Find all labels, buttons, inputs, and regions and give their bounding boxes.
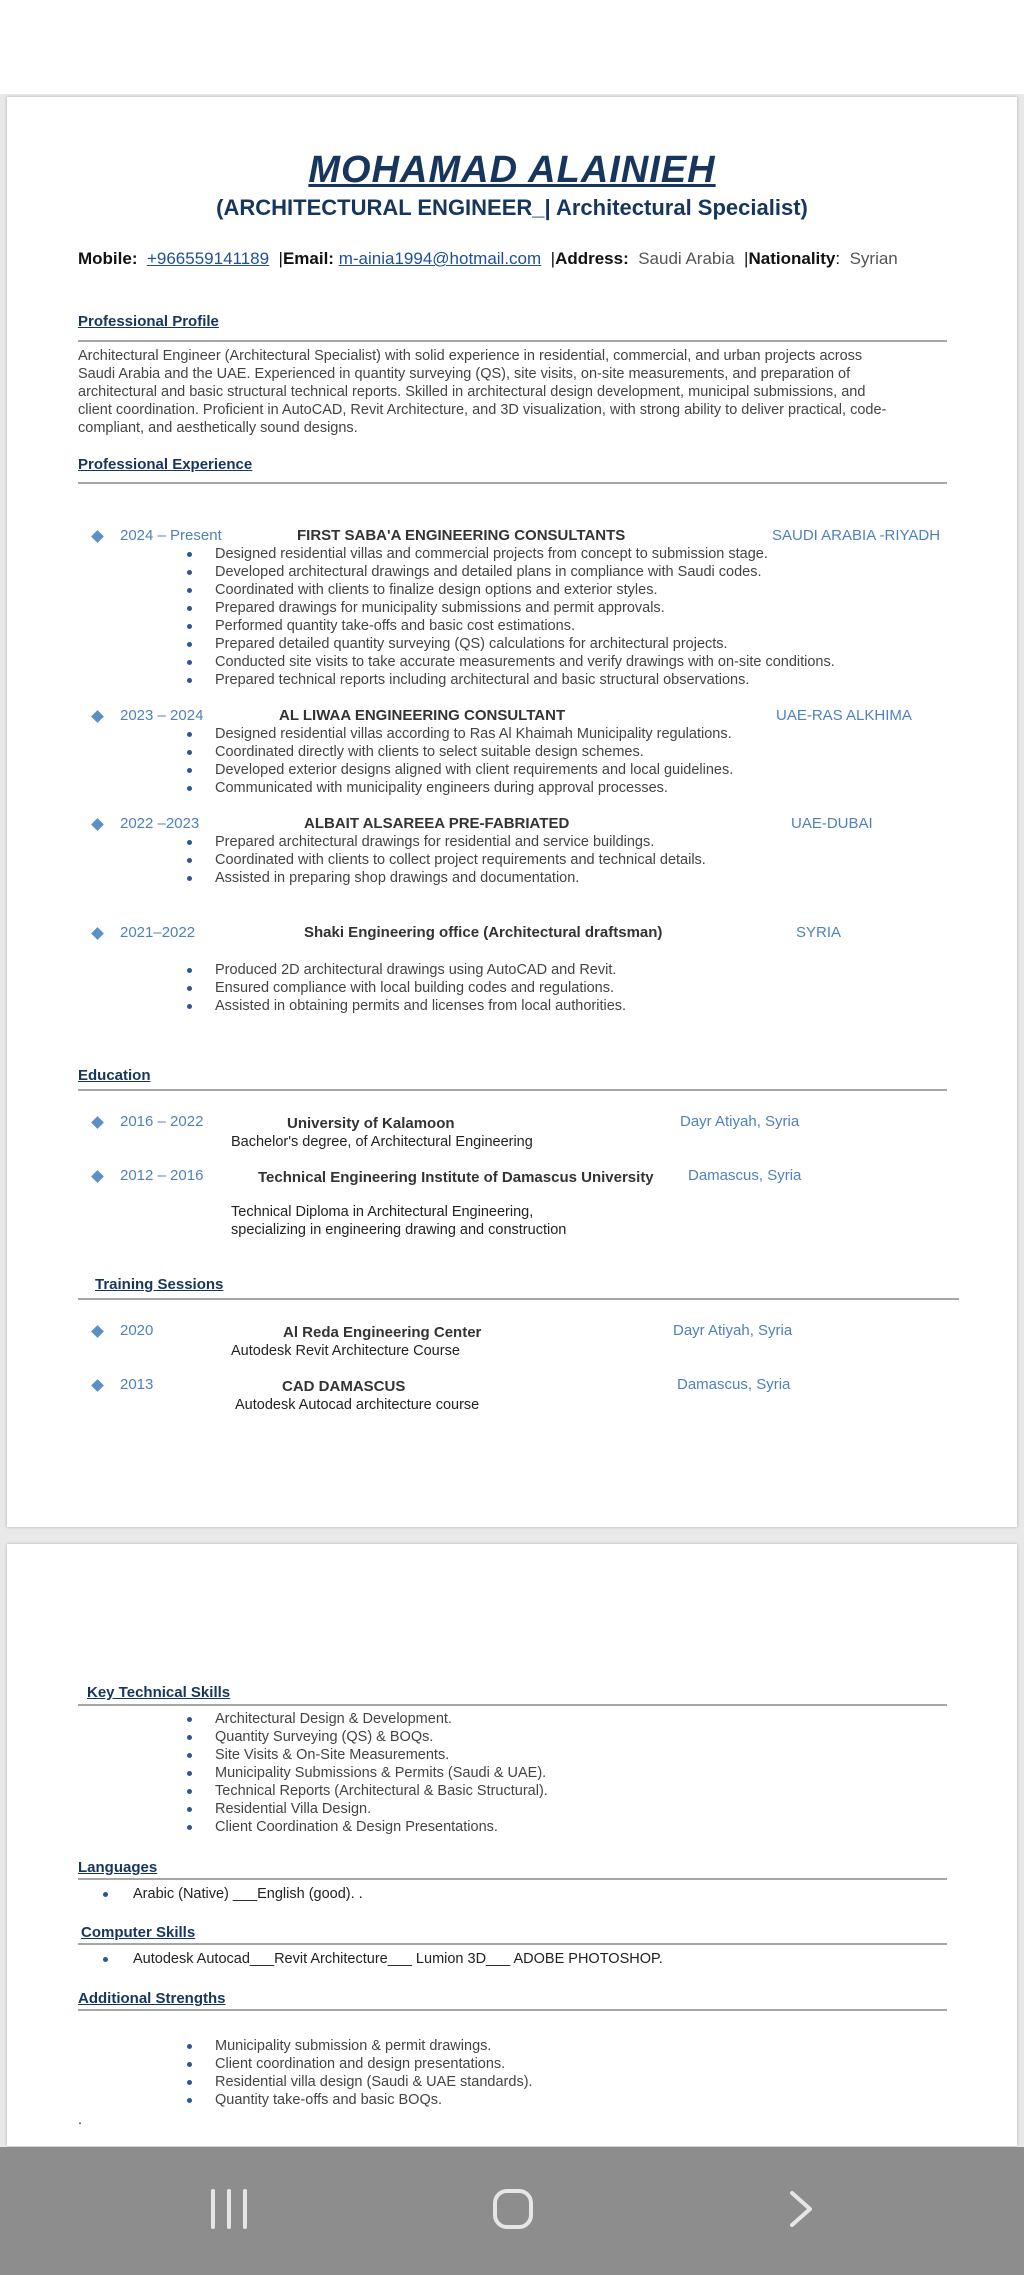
address-value: Saudi Arabia [638, 249, 735, 268]
resume-page-2 [7, 1544, 1017, 2146]
home-icon[interactable] [493, 2189, 533, 2229]
list-item: Quantity take-offs and basic BOQs. [187, 2091, 533, 2109]
job-location: SAUDI ARABIA -RIYADH [772, 527, 941, 544]
list-item: Developed architectural drawings and detailed plans in compliance with Saudi codes. [187, 563, 835, 581]
education-divider [78, 1089, 947, 1091]
back-chevron-icon[interactable] [780, 2189, 820, 2229]
education-location: Dayr Atiyah, Syria [680, 1113, 800, 1130]
list-item: Prepared drawings for municipality submissions and permit approvals. [187, 599, 835, 617]
email-link[interactable]: m-ainia1994@hotmail.com [338, 249, 542, 268]
job-date: 2022 –2023 [120, 815, 200, 832]
languages-list [103, 1885, 363, 1903]
strengths-divider [78, 2009, 947, 2011]
diamond-bullet-icon [91, 710, 104, 723]
training-center: CAD DAMASCUS [282, 1378, 406, 1395]
list-item: Assisted in obtaining permits and licenses from local authorities. [187, 997, 626, 1015]
email-label: Email: [282, 249, 334, 268]
training-location: Damascus, Syria [677, 1376, 791, 1393]
education-degree: Technical Diploma in Architectural Engineering, [231, 1204, 534, 1220]
job-company: AL LIWAA ENGINEERING CONSULTANT [279, 707, 566, 724]
list-item: Conducted site visits to take accurate measurements and verify drawings with on-site conditions. [187, 653, 835, 671]
top-whitespace [0, 0, 1024, 94]
profile-line: architectural and basic structural technical reports. Skilled in architectural design development, municipal submissions, and [78, 384, 866, 400]
list-item: Designed residential villas and commercial projects from concept to submission stage. [187, 545, 835, 563]
job-location: UAE-RAS ALKHIMA [776, 707, 912, 724]
education-location: Damascus, Syria [688, 1167, 802, 1184]
system-navigation-bar [0, 2147, 1024, 2275]
languages-divider [78, 1878, 947, 1880]
nationality-label: Nationality [748, 249, 836, 268]
education-institution: Technical Engineering Institute of Damascus University [258, 1169, 654, 1186]
profile-line: compliant, and aesthetically sound designs. [78, 420, 358, 436]
diamond-bullet-icon [91, 818, 104, 831]
computer-skills-list [103, 1950, 663, 1968]
job-company: FIRST SABA'A ENGINEERING CONSULTANTS [297, 527, 626, 544]
job-location: UAE-DUBAI [791, 815, 873, 832]
training-divider [78, 1298, 959, 1300]
job-date: 2021–2022 [120, 924, 196, 941]
list-item: Quantity Surveying (QS) & BOQs. [187, 1728, 548, 1746]
job-duties-list [187, 961, 626, 1015]
training-course: Autodesk Autocad architecture course [235, 1397, 480, 1413]
education-degree: Bachelor's degree, of Architectural Engineering [231, 1134, 533, 1150]
list-item: Communicated with municipality engineers during approval processes. [187, 779, 733, 797]
list-item: Technical Reports (Architectural & Basic Structural). [187, 1782, 548, 1800]
job-date: 2023 – 2024 [120, 707, 204, 724]
profile-divider [78, 340, 947, 342]
list-item: Architectural Design & Development. [187, 1710, 548, 1728]
address-label: Address: [555, 249, 629, 268]
list-item: Prepared architectural drawings for residential and service buildings. [187, 833, 706, 851]
languages-heading: Languages [78, 1859, 158, 1876]
list-item: Site Visits & On-Site Measurements. [187, 1746, 548, 1764]
profile-line: Architectural Engineer (Architectural Specialist) with solid experience in residential, commercial, and urban projects across [78, 348, 863, 364]
skills-divider [78, 1704, 947, 1706]
job-company: ALBAIT ALSAREEA PRE-FABRIATED [304, 815, 570, 832]
diamond-bullet-icon [91, 927, 104, 940]
trailing-mark: . [78, 2112, 83, 2128]
list-item: Client coordination and design presentations. [187, 2055, 533, 2073]
list-item: Prepared detailed quantity surveying (QS) calculations for architectural projects. [187, 635, 835, 653]
profile-paragraph [78, 347, 948, 437]
computer-skills-heading: Computer Skills [81, 1924, 196, 1941]
diamond-bullet-icon [91, 1379, 104, 1392]
profile-heading: Professional Profile [78, 313, 219, 330]
training-location: Dayr Atiyah, Syria [673, 1322, 793, 1339]
diamond-bullet-icon [91, 1325, 104, 1338]
applicant-name: MOHAMAD ALAINIEH [308, 149, 716, 191]
list-item: Autodesk Autocad___Revit Architecture___ Lumion 3D___ ADOBE PHOTOSHOP. [103, 1950, 663, 1968]
skills-list [187, 1710, 548, 1836]
list-item: Municipality Submissions & Permits (Saudi & UAE). [187, 1764, 548, 1782]
list-item: Designed residential villas according to Ras Al Khaimah Municipality regulations. [187, 725, 733, 743]
job-company: Shaki Engineering office (Architectural draftsman) [304, 924, 663, 941]
list-item: Coordinated directly with clients to select suitable design schemes. [187, 743, 733, 761]
resume-page-1 [7, 97, 1017, 1527]
list-item: Prepared technical reports including architectural and basic structural observations. [187, 671, 835, 689]
job-duties-list [187, 545, 835, 689]
job-title: (ARCHITECTURAL ENGINEER_| Architectural Specialist) [216, 195, 808, 220]
mobile-link[interactable]: +966559141189 [146, 249, 270, 268]
list-item: Residential Villa Design. [187, 1800, 548, 1818]
recent-apps-icon[interactable] [209, 2189, 249, 2229]
training-date: 2013 [120, 1376, 154, 1393]
list-item: Residential villa design (Saudi & UAE standards). [187, 2073, 533, 2091]
list-item: Assisted in preparing shop drawings and documentation. [187, 869, 706, 887]
job-duties-list [187, 833, 706, 887]
training-course: Autodesk Revit Architecture Course [231, 1343, 460, 1359]
list-item: Coordinated with clients to collect project requirements and technical details. [187, 851, 706, 869]
list-item: Arabic (Native) ___English (good). . [103, 1885, 363, 1903]
job-duties-list [187, 725, 733, 797]
education-heading: Education [78, 1067, 151, 1084]
education-institution: University of Kalamoon [287, 1115, 455, 1132]
list-item: Developed exterior designs aligned with client requirements and local guidelines. [187, 761, 733, 779]
profile-line: Saudi Arabia and the UAE. Experienced in quantity surveying (QS), site visits, on-site measurements, and preparation of [78, 366, 851, 382]
training-date: 2020 [120, 1322, 154, 1339]
mobile-label: Mobile: [78, 249, 138, 268]
training-heading: Training Sessions [95, 1276, 224, 1293]
profile-line: client coordination. Proficient in AutoCAD, Revit Architecture, and 3D visualization, with strong ability to deliver practical, code- [78, 402, 887, 418]
list-item: Ensured compliance with local building codes and regulations. [187, 979, 626, 997]
skills-heading: Key Technical Skills [87, 1684, 231, 1701]
strengths-heading: Additional Strengths [78, 1990, 226, 2007]
list-item: Client Coordination & Design Presentations. [187, 1818, 548, 1836]
list-item: Coordinated with clients to finalize design options and exterior styles. [187, 581, 835, 599]
diamond-bullet-icon [91, 1170, 104, 1183]
computer-skills-divider [78, 1943, 947, 1945]
experience-divider [78, 482, 947, 484]
job-location: SYRIA [796, 924, 842, 941]
education-date: 2012 – 2016 [120, 1167, 204, 1184]
experience-heading: Professional Experience [78, 456, 253, 473]
education-degree: specializing in engineering drawing and construction [231, 1222, 567, 1238]
training-center: Al Reda Engineering Center [283, 1324, 482, 1341]
nationality-value: Syrian [849, 249, 898, 268]
list-item: Municipality submission & permit drawings. [187, 2037, 533, 2055]
job-date: 2024 – Present [120, 527, 222, 544]
list-item: Performed quantity take-offs and basic cost estimations. [187, 617, 835, 635]
strengths-list [187, 2037, 533, 2109]
diamond-bullet-icon [91, 1116, 104, 1129]
diamond-bullet-icon [91, 530, 104, 543]
contact-line: Mobile: +966559141189 |Email: m-ainia1994@hotmail.com |Address: Saudi Arabia |Nationality: Syrian [78, 249, 898, 268]
list-item: Produced 2D architectural drawings using AutoCAD and Revit. [187, 961, 626, 979]
education-date: 2016 – 2022 [120, 1113, 204, 1130]
